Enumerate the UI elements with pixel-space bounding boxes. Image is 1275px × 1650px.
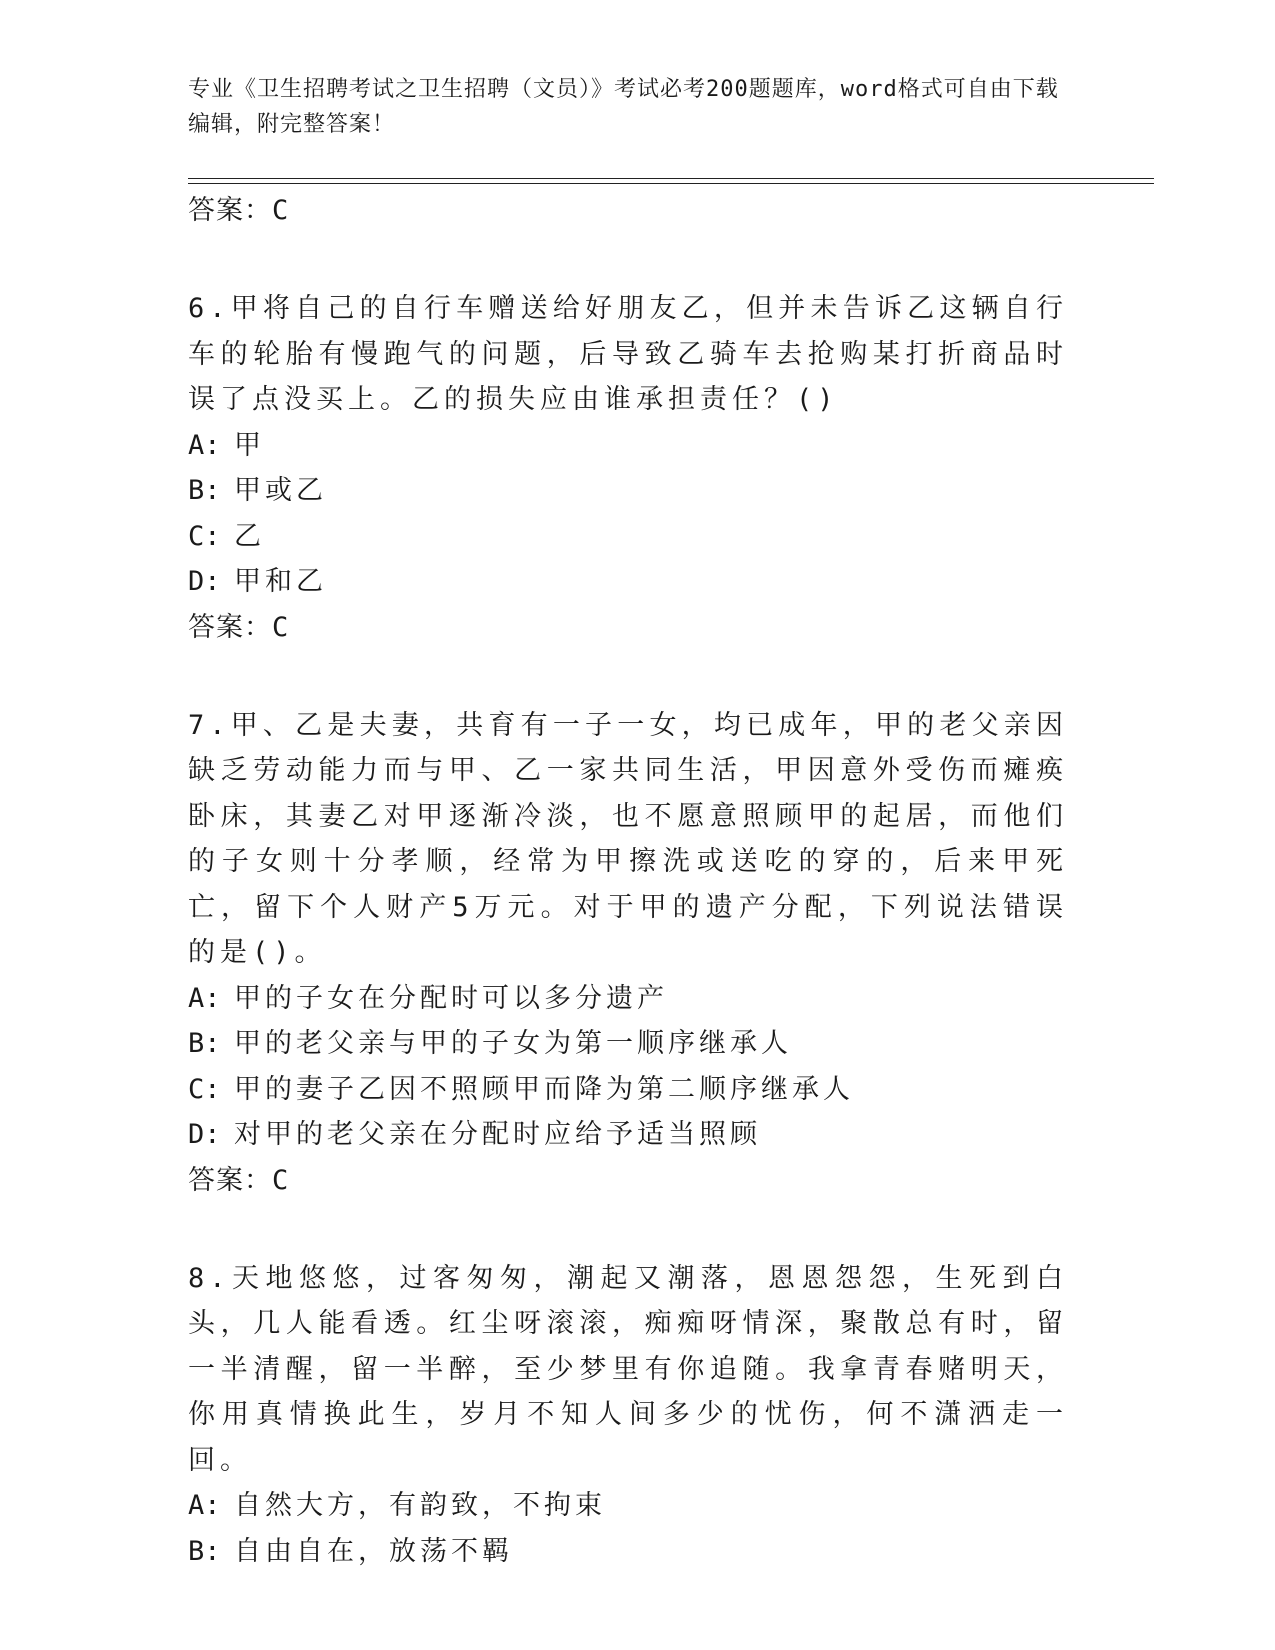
option-key: C: [188, 520, 221, 552]
option-key: C: [188, 1073, 221, 1105]
question-list [188, 188, 1068, 1574]
option-b [188, 468, 1068, 514]
question-number: 6. [188, 293, 231, 324]
option-a [188, 976, 1068, 1022]
option-c [188, 1067, 1068, 1113]
option-text: 乙 [234, 520, 265, 552]
option-text: 甲的妻子乙因不照顾甲而降为第二顺序继承人 [234, 1073, 854, 1105]
option-key: D: [188, 1119, 221, 1150]
option-key: A: [188, 982, 221, 1014]
option-d [188, 559, 1068, 605]
option-c [188, 514, 1068, 560]
option-text: 甲的子女在分配时可以多分遗产 [234, 982, 668, 1014]
header-divider-bottom [188, 183, 1154, 184]
question-text: 甲、乙是夫妻，共育有一子一女，均已成年，甲的老父亲因缺乏劳动能力而与甲、乙一家共同生活，甲因意外受伤而瘫痪卧床，其妻乙对甲逐渐冷淡，也不愿意照顾甲的起居，而他们的子女则十分孝顺，经常为甲擦洗或送吃的穿的，后来甲死亡，留下个人财产5万元。对于甲的遗产分配，下列说法错误的是()。 [188, 709, 1068, 968]
option-text: 甲的老父亲与甲的子女为第一顺序继承人 [234, 1028, 792, 1059]
option-a [188, 423, 1068, 469]
header-divider-top [188, 178, 1154, 179]
question-number: 7. [188, 709, 231, 741]
option-text: 对甲的老父亲在分配时应给予适当照顾 [234, 1119, 761, 1150]
option-a [188, 1483, 1068, 1529]
option-text: 自然大方，有韵致，不拘束 [234, 1490, 606, 1521]
question-number: 8. [188, 1262, 231, 1294]
option-b [188, 1529, 1068, 1575]
question-stem [188, 703, 1068, 976]
option-b [188, 1021, 1068, 1067]
option-text: 甲和乙 [234, 566, 327, 597]
answer-line: 答案：C [188, 195, 290, 226]
option-text: 甲 [234, 429, 265, 461]
question-8 [188, 1256, 1068, 1575]
option-key: B: [188, 475, 221, 506]
question-text: 天地悠悠，过客匆匆，潮起又潮落，恩恩怨怨，生死到白头，几人能看透。红尘呀滚滚，痴痴呀情深，聚散总有时，留一半清醒，留一半醉，至少梦里有你追随。我拿青春赌明天，你用真情换此生，岁月不知人间多少的忧伤，何不潇洒走一回。 [188, 1262, 1068, 1476]
option-key: A: [188, 1490, 221, 1521]
question-stem [188, 286, 1068, 423]
option-text: 甲或乙 [234, 475, 327, 506]
option-key: B: [188, 1535, 221, 1567]
option-text: 自由自在，放荡不羁 [234, 1535, 513, 1567]
question-7 [188, 703, 1068, 1203]
question-stem [188, 1256, 1068, 1484]
answer-line: 答案：C [188, 611, 290, 643]
option-d [188, 1112, 1068, 1158]
question-text: 甲将自己的自行车赠送给好朋友乙，但并未告诉乙这辆自行车的轮胎有慢跑气的问题，后导致乙骑车去抢购某打折商品时误了点没买上。乙的损失应由谁承担责任？() [188, 293, 1068, 415]
document-header: 专业《卫生招聘考试之卫生招聘（文员）》考试必考200题题库，word格式可自由下载编辑，附完整答案！ [188, 77, 1059, 137]
option-key: B: [188, 1028, 221, 1059]
option-key: A: [188, 429, 221, 461]
answer-line: 答案：C [188, 1164, 290, 1196]
question-6 [188, 286, 1068, 650]
option-key: D: [188, 566, 221, 597]
